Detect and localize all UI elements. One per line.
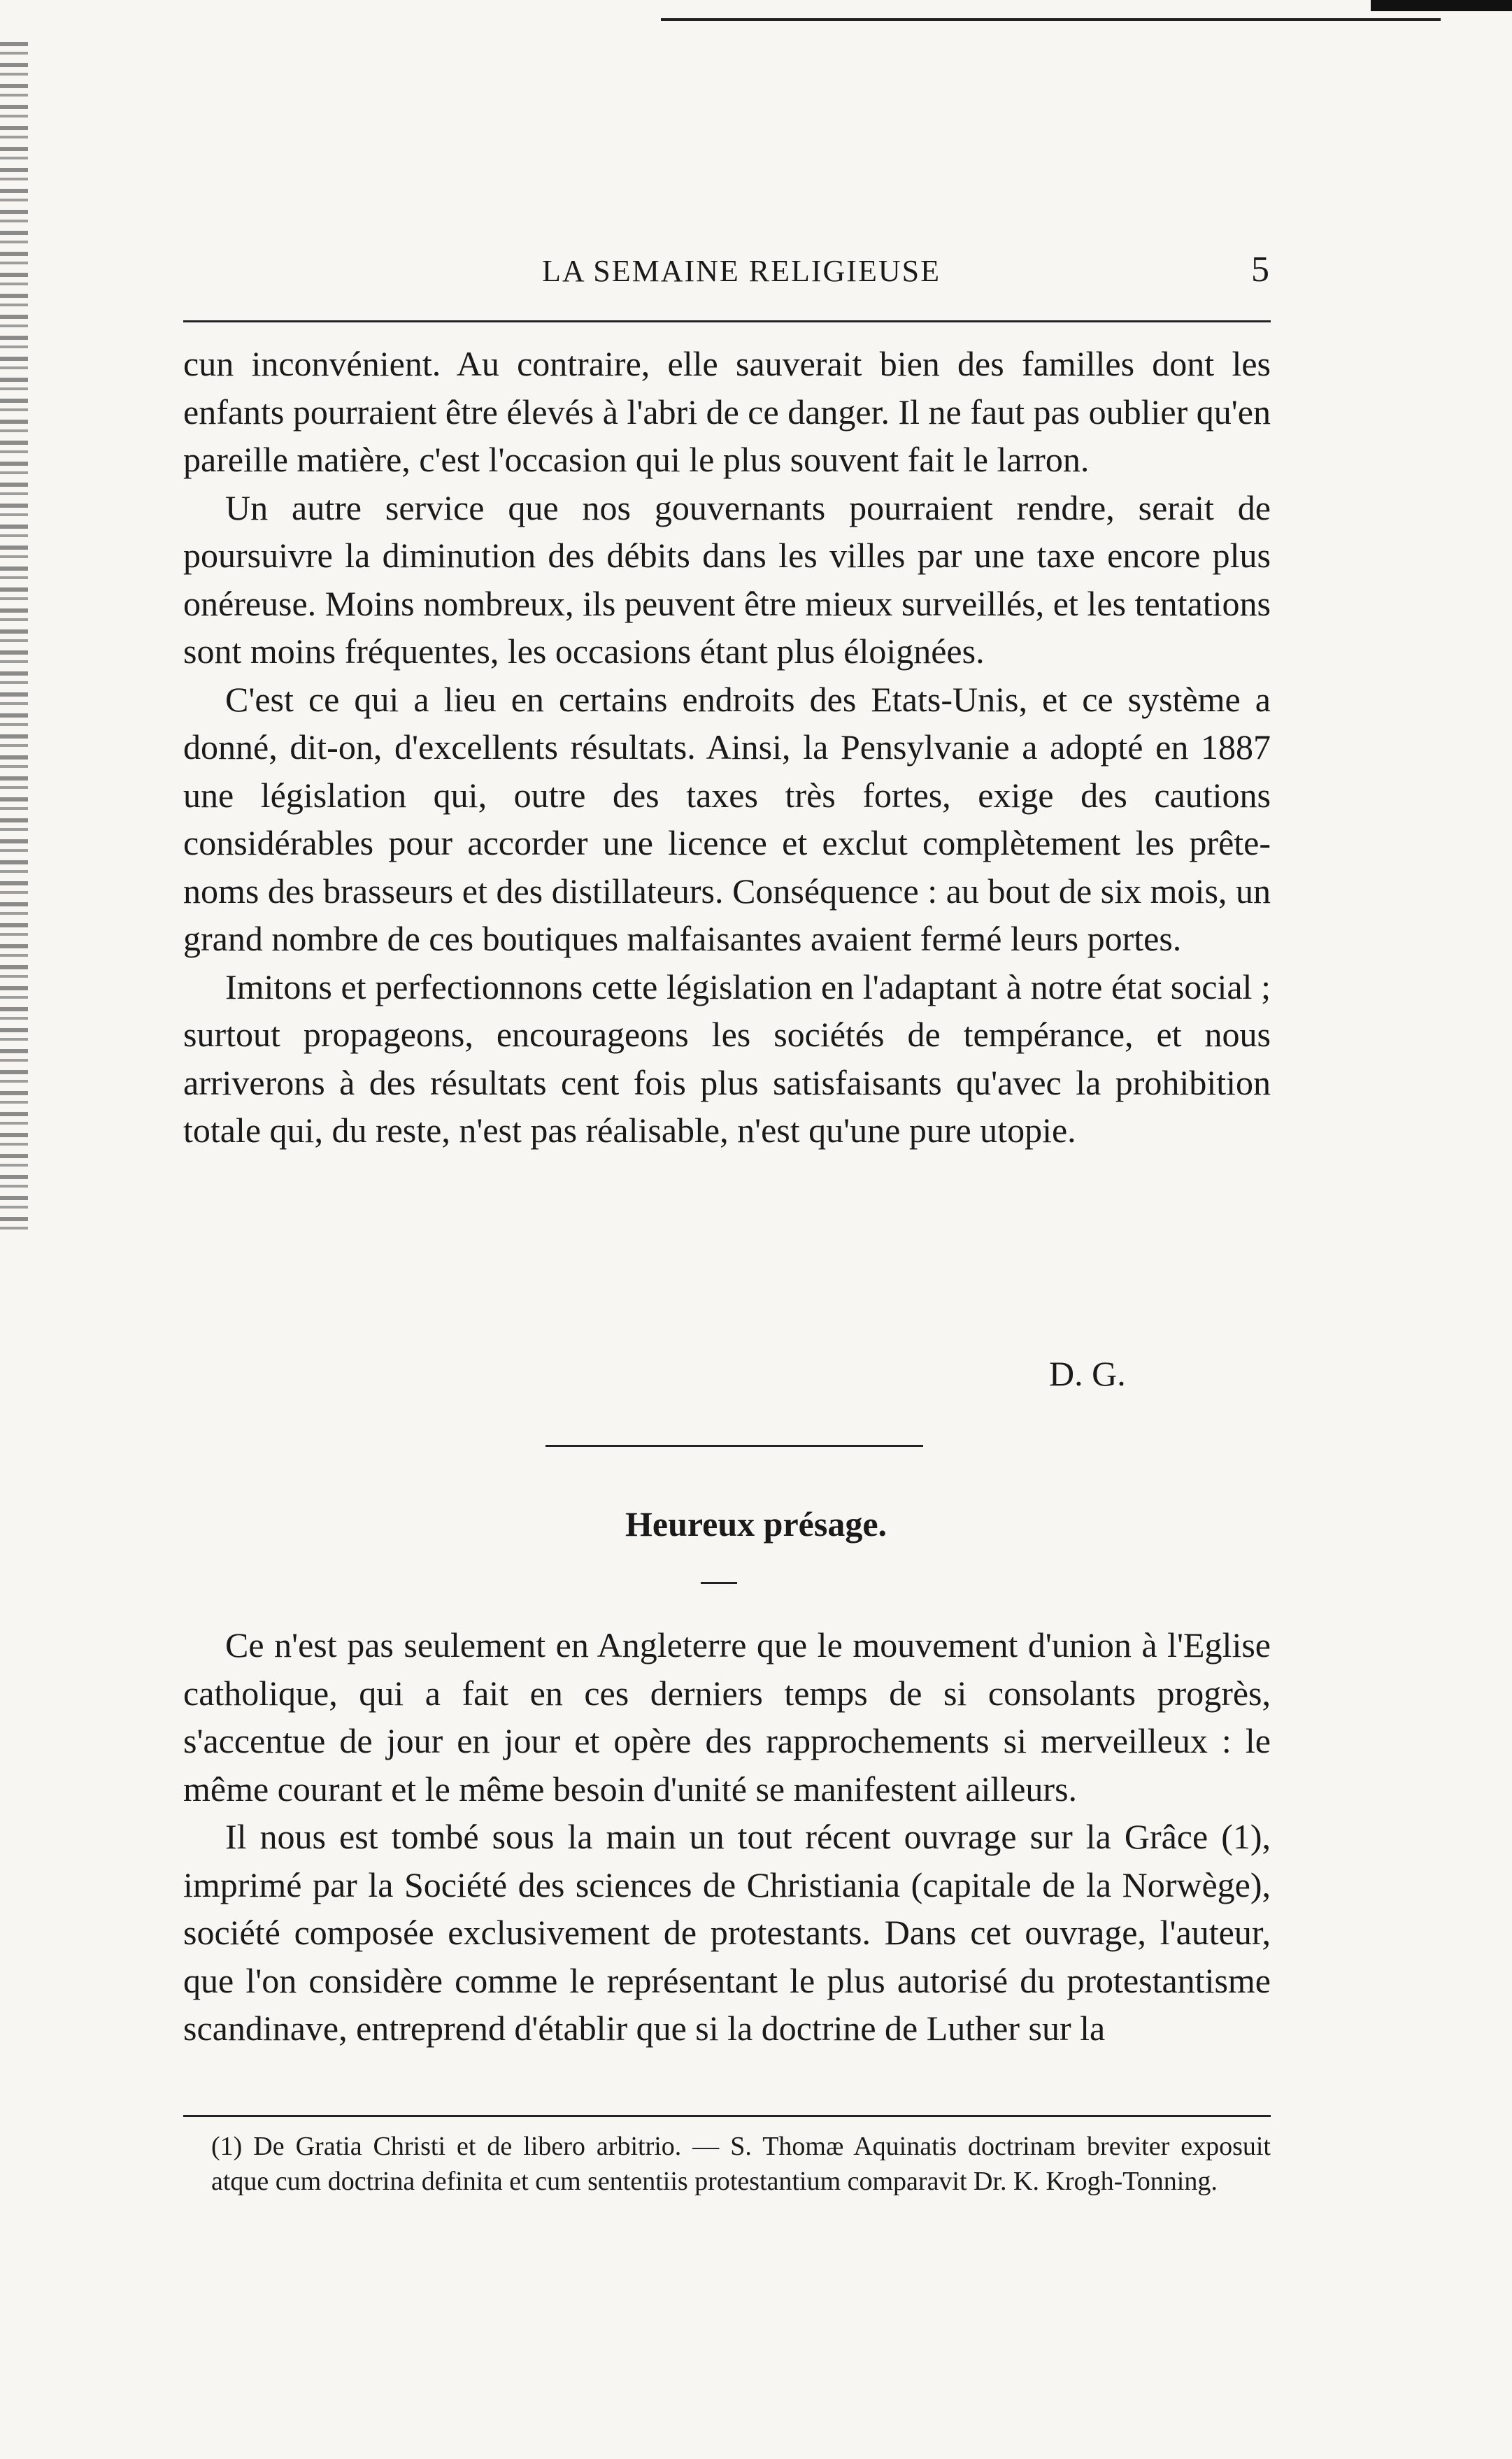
paragraph: C'est ce qui a lieu en certains endroits des Etats-Unis, et ce système a donné, dit-on, d'excellents résultats. Ainsi, la Pensylvanie a adopté en 1887 une législation qui, outre des taxes très fortes, exige des cautions considérables pour accorder une licence et exclut complètement les prête-noms des brasseurs et des distillateurs. Conséquence : au bout de six mois, un grand nombre de ces boutiques malfaisantes avaient fermé leurs portes.	[183, 679, 1271, 958]
paragraph: Ce n'est pas seulement en Angleterre que le mouvement d'union à l'Eglise catholique, qui a fait en ces derniers temps de si consolants progrès, s'accentue de jour en jour et opère des rapprochements si merveilleux : le même courant et le même besoin d'unité se manifestent ailleurs.	[183, 1625, 1271, 1809]
scan-border-mark	[1371, 0, 1512, 11]
footnote-rule	[183, 2115, 1271, 2117]
page-number: 5	[1251, 250, 1269, 290]
running-header	[182, 250, 1269, 302]
footnote-text: (1) De Gratia Christi et de libero arbitrio. — S. Thomæ Aquinatis doctrinam breviter exposuit atque cum doctrina definita et cum sententiis protestantium comparavit Dr. K. Krogh-Tonning.	[211, 2132, 1271, 2196]
footnote	[183, 2129, 1271, 2199]
running-title: LA SEMAINE RELIGIEUSE	[542, 254, 941, 288]
paragraph: Il nous est tombé sous la main un tout récent ouvrage sur la Grâce (1), imprimé par la Société des sciences de Christiania (capitale de la Norwège), société composée exclusivement de protestants. Dans cet ouvrage, l'auteur, que l'on considère comme le représentant le plus autorisé du protestantisme scandinave, entreprend d'établir que si la doctrine de Luther sur la	[183, 1817, 1271, 2048]
author-signature: D. G.	[1049, 1354, 1126, 1393]
paragraph: Imitons et perfectionnons cette législation en l'adaptant à notre état social ; surtout propageons, encourageons les sociétés de tempérance, et nous arriverons à des résultats cent fois plus satisfaisants qu'avec la prohibition totale qui, du reste, n'est pas réalisable, n'est qu'une pure utopie.	[183, 967, 1271, 1150]
section-title: Heureux présage.	[625, 1504, 887, 1544]
article-body	[183, 340, 1271, 1155]
scan-border-line	[661, 18, 1441, 21]
section-divider	[545, 1445, 923, 1447]
book-spine-edge	[0, 42, 28, 1231]
paragraph: Un autre service que nos gouvernants pourraient rendre, serait de poursuivre la diminution des débits dans les villes par une taxe encore plus onéreuse. Moins nombreux, ils peuvent être mieux surveillés, et les tentations sont moins fréquentes, les occasions étant plus éloignées.	[183, 487, 1271, 671]
header-rule	[183, 320, 1271, 322]
title-dash	[701, 1582, 737, 1584]
paragraph: cun inconvénient. Au contraire, elle sauverait bien des familles dont les enfants pourraient être élevés à l'abri de ce danger. Il ne faut pas oublier qu'en pareille matière, c'est l'occasion qui le plus souvent fait le larron.	[183, 344, 1271, 479]
article-body-2	[183, 1621, 1271, 2053]
